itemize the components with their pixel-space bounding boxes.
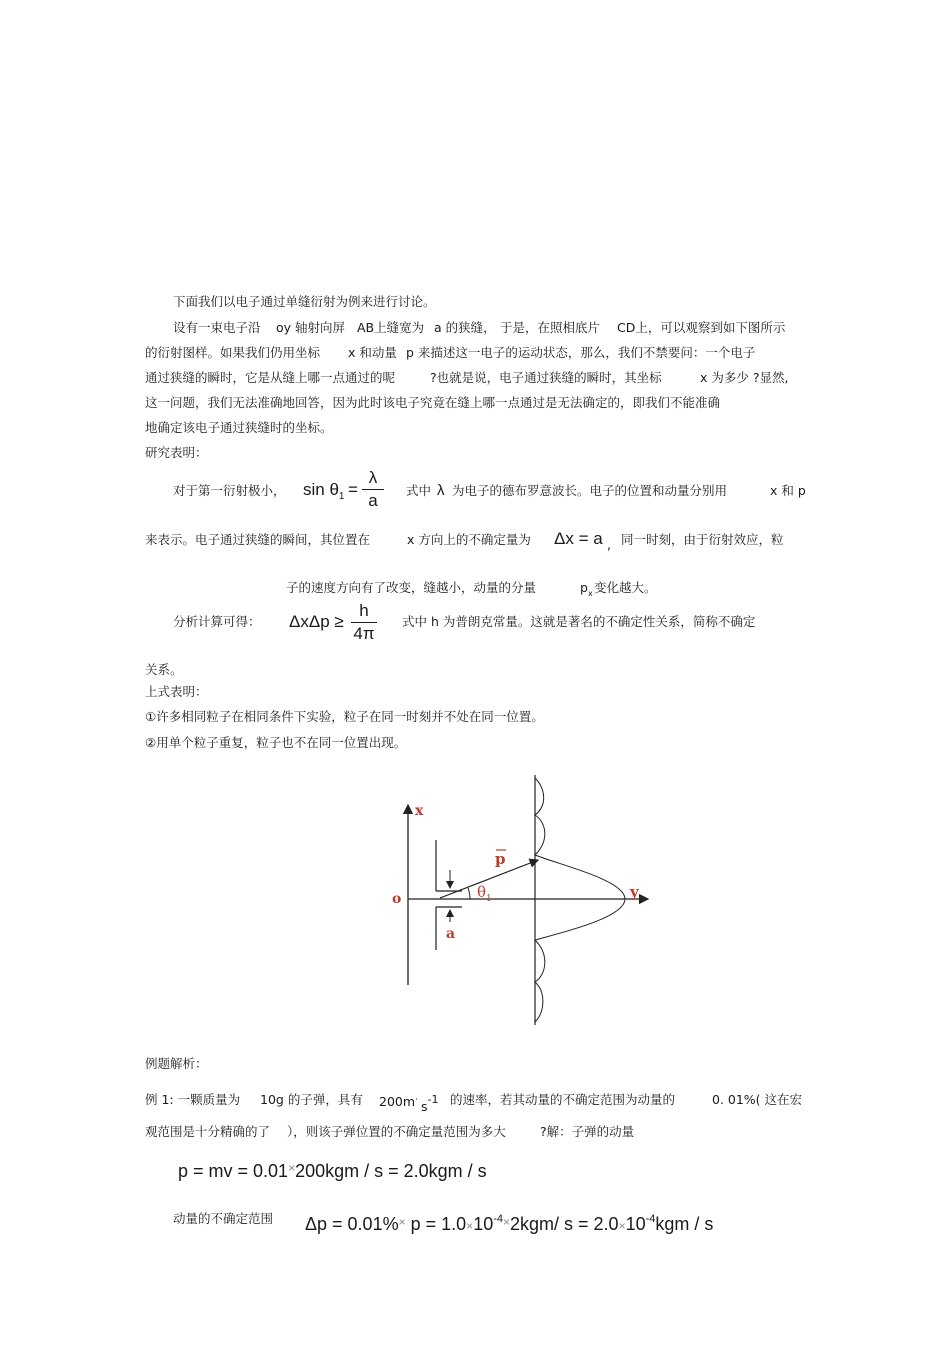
f1-lambda: λ xyxy=(437,482,445,499)
p3-b: 变化越大。 xyxy=(594,580,657,595)
p1-l1-e: 于是，在照相底片 xyxy=(500,320,601,335)
f1-lead: 对于第一衍射极小， xyxy=(173,483,286,498)
p2-b: x 方向上的不确定量为 xyxy=(407,532,531,547)
p1-l3-c: x 为多少 ?显然, xyxy=(700,370,789,385)
ex1-l2-a: 观范围是十分精确的了 xyxy=(145,1124,271,1139)
p1-l1-d: a 的狭缝， xyxy=(434,320,496,335)
p1-l4: 这一问题，我们无法准确地回答，因为此时该电子究竟在缝上哪一点通过是无法确定的，即我们不能准确 xyxy=(145,395,721,410)
intro-text: 下面我们以电子通过单缝衍射为例来进行讨论。 xyxy=(173,294,436,309)
research-label: 研究表明： xyxy=(145,445,208,460)
label-o: o xyxy=(392,891,402,907)
ex1-f: 0. 01%( 这在宏 xyxy=(712,1092,803,1107)
p2-comma: , xyxy=(607,537,611,552)
p1-l1-c: AB上缝宽为 xyxy=(357,320,425,335)
f1-after-a: 式中 xyxy=(406,483,432,498)
f1-after-b: 为电子的德布罗意波长。电子的位置和动量分别用 xyxy=(452,483,728,498)
eq-momentum: p = mv = 0.01×200kgm / s = 2.0kgm / s xyxy=(178,1161,487,1181)
f1-lhs: $\sin \theta_1$ xyxy=(303,480,345,502)
label-x: x xyxy=(415,803,424,819)
p3-p: $p_x$ xyxy=(580,580,593,598)
example-header: 例题解析： xyxy=(145,1056,208,1071)
ex1-b: 10g 的子弹，具有 xyxy=(260,1092,363,1107)
f2-lead: 分析计算可得： xyxy=(173,614,261,629)
f1-after-c: x 和 p xyxy=(770,483,806,498)
f2-denominator: 4π xyxy=(353,624,375,643)
eq-dp-lead: 动量的不确定范围 xyxy=(173,1211,274,1226)
ex1-e: 的速率，若其动量的不确定范围为动量的 xyxy=(450,1092,676,1107)
diffraction-pattern-curve xyxy=(535,778,625,1022)
point-2: ②用单个粒子重复，粒子也不在同一位置出现。 xyxy=(145,735,407,750)
f2-after: 式中 h 为普朗克常量。这就是著名的不确定性关系，简称不确定 xyxy=(402,614,756,629)
f1-fraction xyxy=(362,468,384,511)
p3-a: 子的速度方向有了改变，缝越小，动量的分量 xyxy=(286,580,537,595)
p1-l5: 地确定该电子通过狭缝时的坐标。 xyxy=(145,420,333,435)
ex1-c: 200m· xyxy=(379,1094,418,1109)
point-1: ①许多相同粒子在相同条件下实验，粒子在同一时刻并不处在同一位置。 xyxy=(145,709,544,724)
ex1-l2-c: ?解：子弹的动量 xyxy=(540,1124,635,1139)
p2-a: 来表示。电子通过狭缝的瞬间，其位置在 xyxy=(145,532,371,547)
shows-label: 上式表明： xyxy=(145,684,208,699)
f2-numerator: h xyxy=(359,601,369,620)
p1-l2-c: p 来描述这一电子的运动状态，那么，我们不禁要问：一个电子 xyxy=(406,345,756,360)
p1-l2-b: x 和动量 xyxy=(348,345,397,360)
f1-numerator: λ xyxy=(368,468,378,487)
p1-l2-a: 的衍射图样。如果我们仍用坐标 xyxy=(145,345,321,360)
diffraction-diagram xyxy=(380,770,670,1030)
f1-eq: = xyxy=(348,480,358,499)
label-y: y xyxy=(630,883,639,901)
p1-l3-a: 通过狭缝的瞬时，它是从缝上哪一点通过的呢 xyxy=(145,370,396,385)
label-theta: $\theta_1$ xyxy=(477,883,492,904)
p1-l1-a: 设有一束电子沿 xyxy=(173,320,261,335)
eq-momentum-uncertainty: Δp = 0.01%× $p = 1.0\times 10^{-4\times}2kgm/$ $s = 2.0\times 10^{-4}kgm / s$ xyxy=(305,1213,714,1234)
ex1-d: s-1 xyxy=(421,1093,439,1114)
ex1-a: 例 1: 一颗质量为 xyxy=(145,1092,241,1107)
label-p: p xyxy=(495,850,506,868)
relation-end: 关系。 xyxy=(145,662,183,677)
p1-l3-b: ?也就是说，电子通过狭缝的瞬时，其坐标 xyxy=(430,370,662,385)
p1-l1-b: oy 轴射向屏 xyxy=(276,320,346,335)
p2-c: 同一时刻，由于衍射效应，粒 xyxy=(621,532,784,547)
f2-fraction xyxy=(351,601,377,644)
ex1-l2-b: ），则该子弹位置的不确定量范围为多大 xyxy=(287,1124,506,1139)
momentum-arrow xyxy=(440,860,538,898)
p2-expr: Δx = a xyxy=(554,529,603,548)
f1-denominator: a xyxy=(368,491,378,510)
label-a: a xyxy=(446,926,456,942)
p1-l1-f: CD上，可以观察到如下图所示 xyxy=(617,320,786,335)
f2-lhs: ΔxΔp ≥ xyxy=(289,612,344,631)
